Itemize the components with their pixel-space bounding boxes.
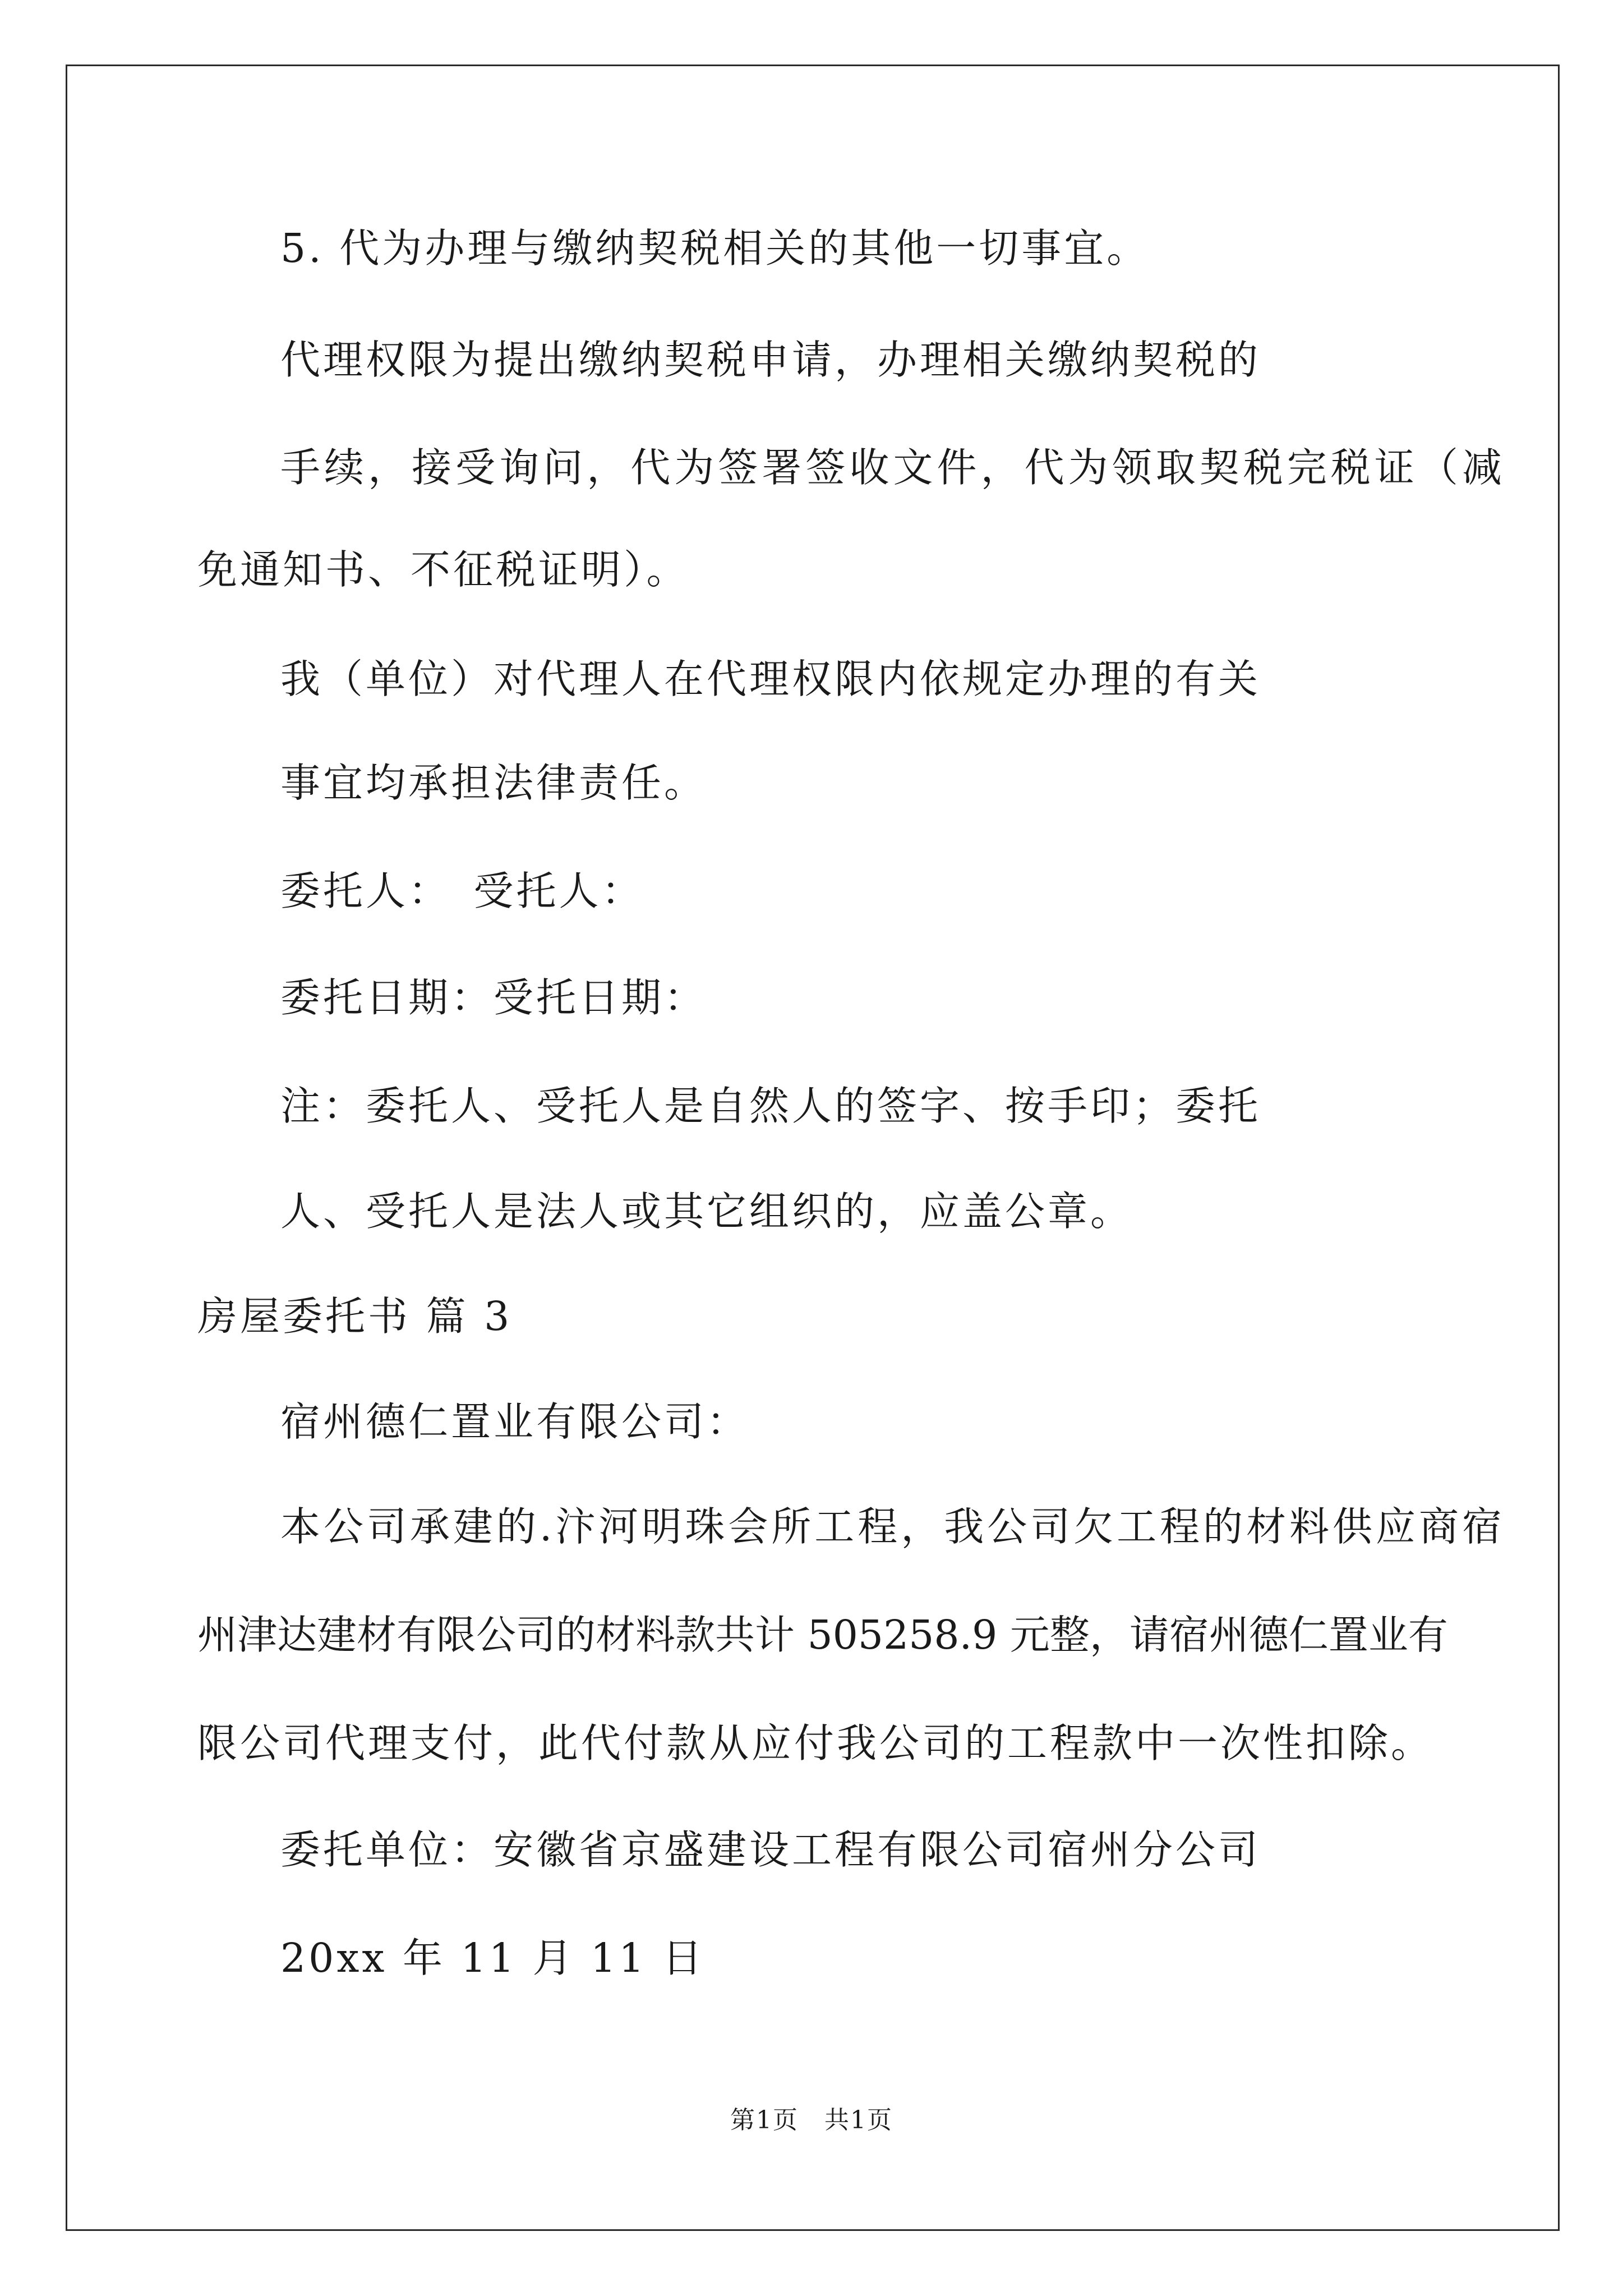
page-number: 第1页 共1页 — [730, 2106, 893, 2134]
text-line: 事宜均承担法律责任。 — [280, 760, 707, 806]
text-line: 委托单位：安徽省京盛建设工程有限公司宿州分公司 — [280, 1826, 1261, 1873]
text-line: 宿州德仁置业有限公司： — [280, 1398, 750, 1445]
text-line: 限公司代理支付，此代付款从应付我公司的工程款中一次性扣除。 — [197, 1720, 1434, 1766]
text-line: 委托人： 受托人： — [280, 868, 644, 914]
text-line: 20xx 年 11 月 11 日 — [280, 1935, 705, 1981]
text-line: 人、受托人是法人或其它组织的，应盖公章。 — [280, 1188, 1133, 1235]
text-line: 免通知书、不征税证明）。 — [197, 546, 689, 593]
text-line: 本公司承建的.汴河明珠会所工程，我公司欠工程的材料供应商宿 — [280, 1503, 1502, 1550]
text-line: 注：委托人、受托人是自然人的签字、按手印；委托 — [280, 1083, 1261, 1129]
page-border — [66, 65, 1560, 2231]
text-line: 州津达建材有限公司的材料款共计 505258.9 元整，请宿州德仁置业有 — [197, 1612, 1448, 1658]
section-heading: 房屋委托书 篇 3 — [197, 1293, 513, 1340]
text-line: 手续，接受询问，代为签署签收文件，代为领取契税完税证（减 — [280, 444, 1502, 491]
text-line: 我（单位）对代理人在代理权限内依规定办理的有关 — [280, 656, 1261, 702]
text-line: 委托日期：受托日期： — [280, 974, 707, 1021]
text-line: 5. 代为办理与缴纳契税相关的其他一切事宜。 — [280, 225, 1150, 272]
text-line: 代理权限为提出缴纳契税申请，办理相关缴纳契税的 — [280, 337, 1261, 383]
